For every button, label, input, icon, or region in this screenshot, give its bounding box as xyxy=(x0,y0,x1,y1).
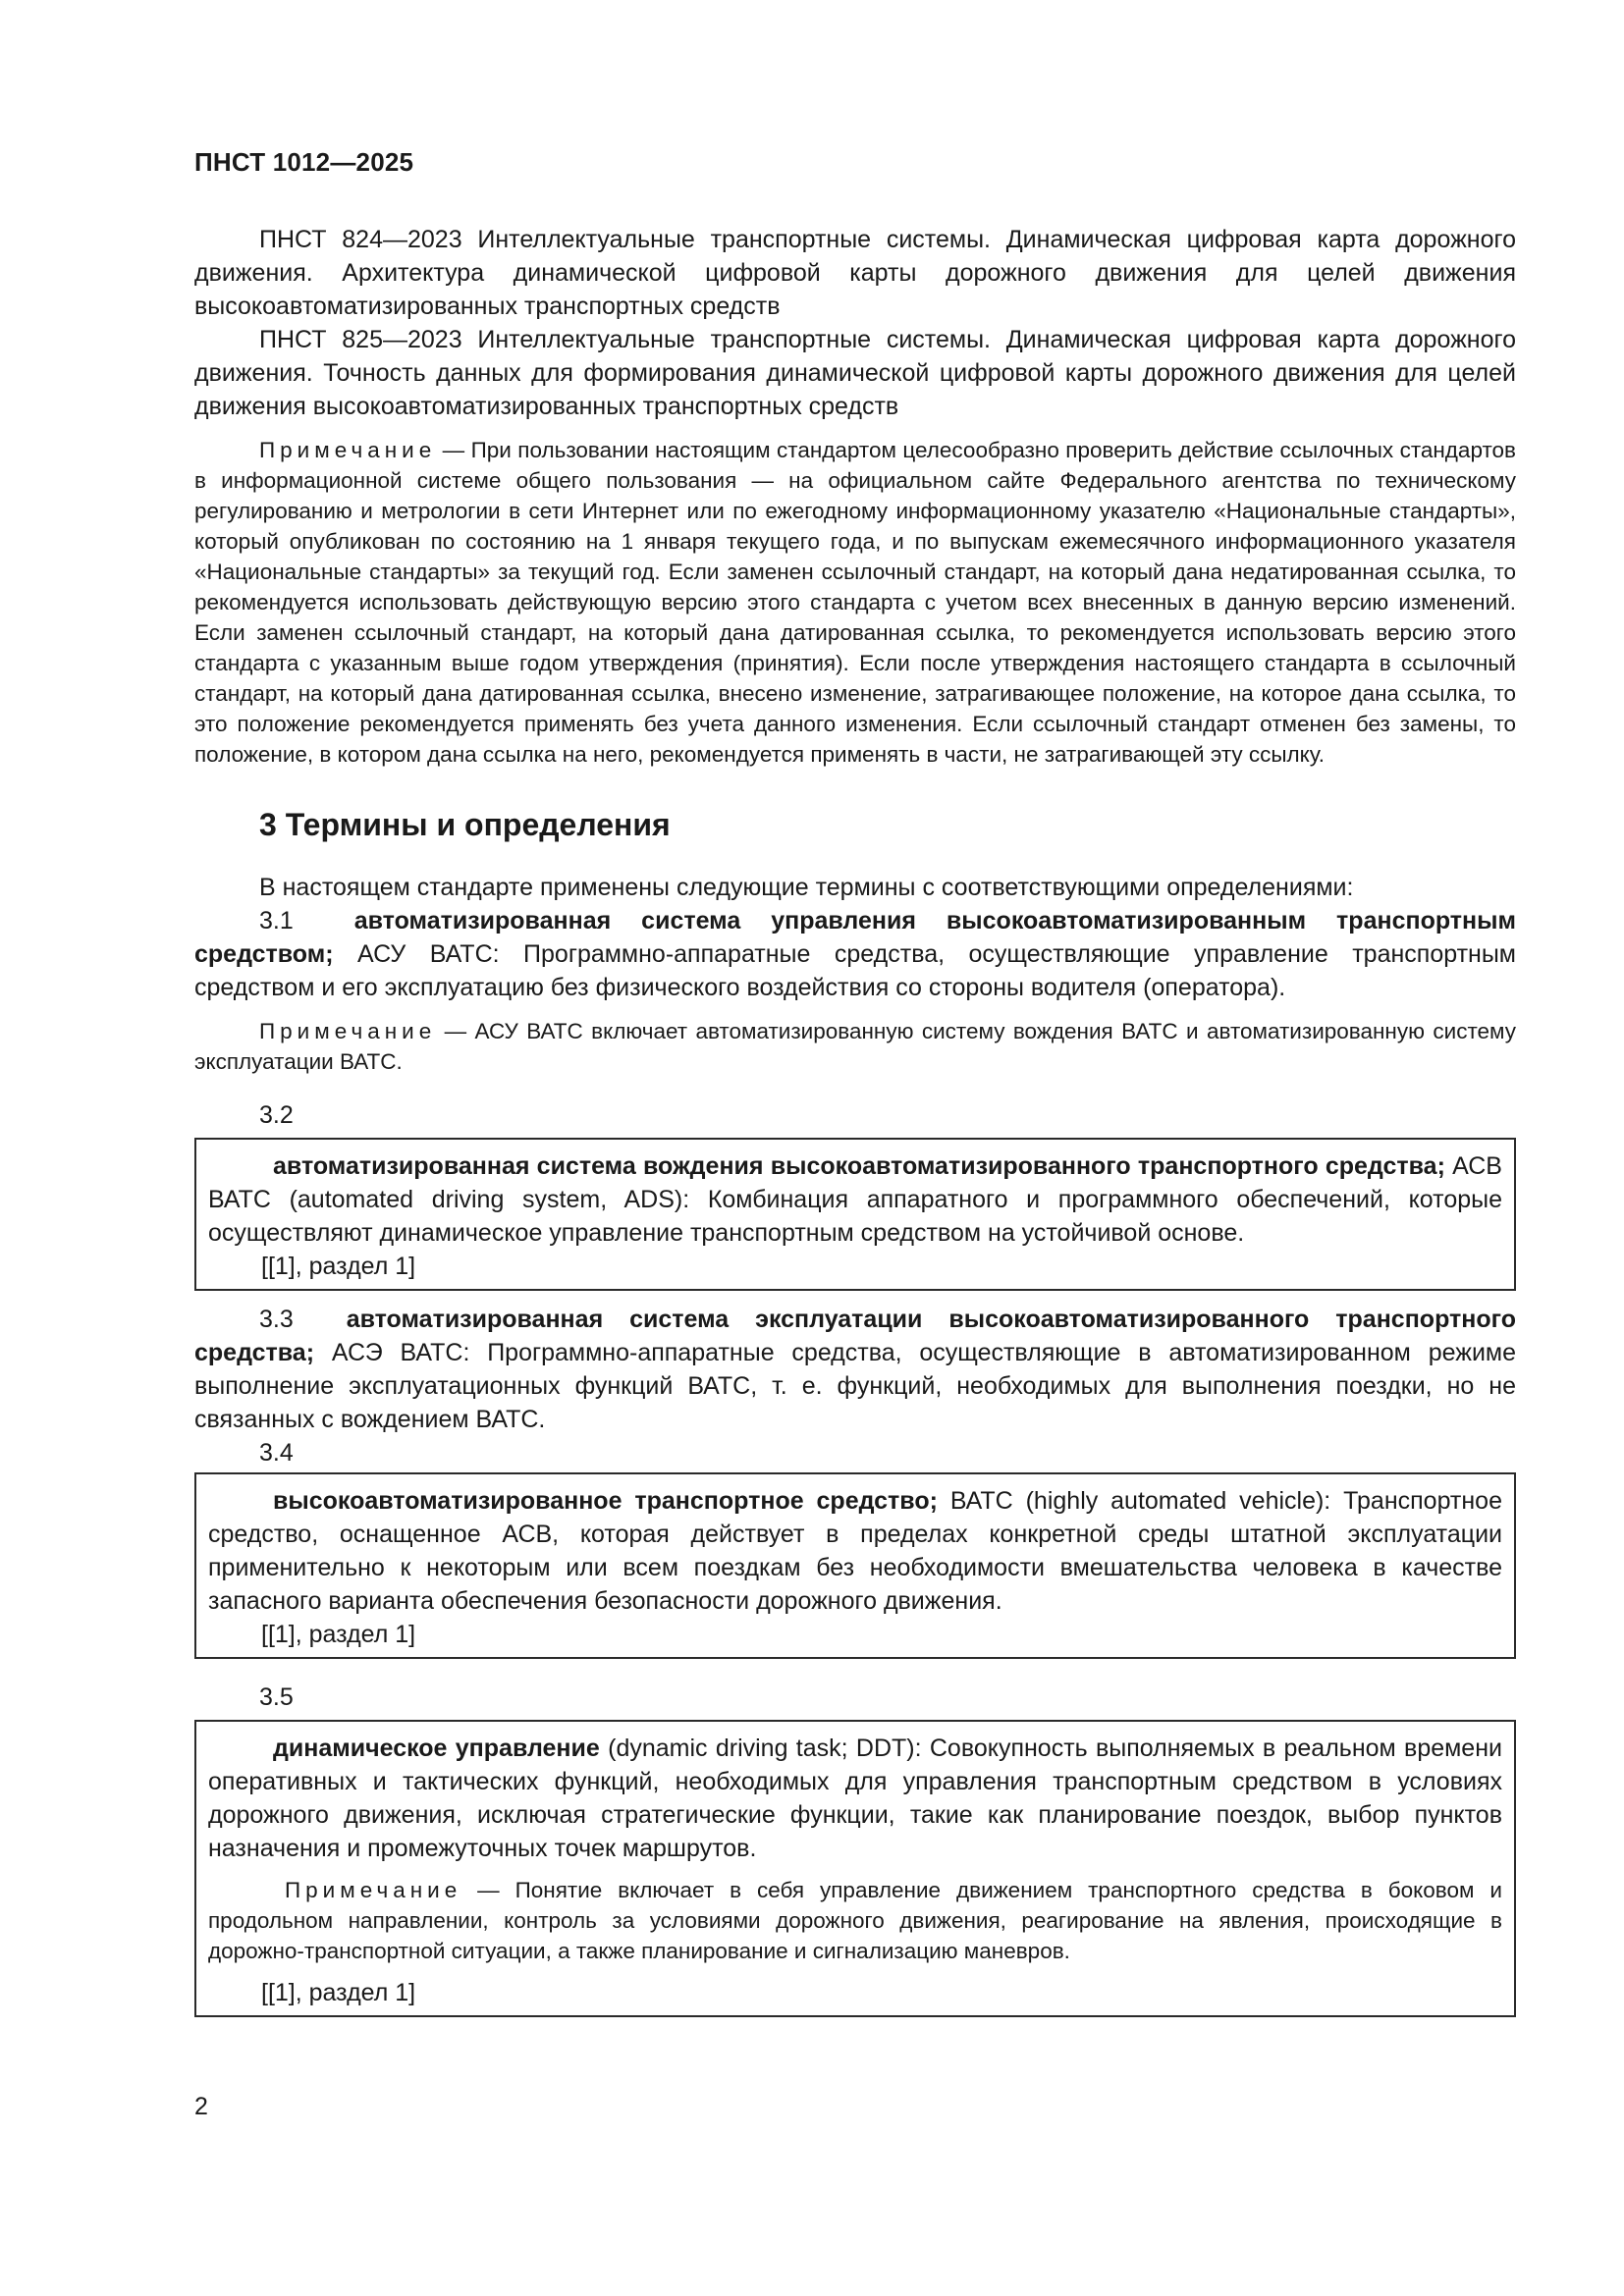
term-3-1 xyxy=(194,904,1516,1004)
term-number-3-5: 3.5 xyxy=(259,1683,294,1711)
term-name: автоматизированная система эксплуатации высокоавтоматизированного транспортного средства; xyxy=(194,1306,1516,1366)
normative-reference-825: ПНСТ 825—2023 Интеллектуальные транспортные системы. Динамическая цифровая карта дорожного движения. Точность данных для формирования динамической цифровой карты дорожного движения для целей движения высокоавтоматизированных транспортных средств xyxy=(194,326,1516,420)
term-box-3-5 xyxy=(194,1720,1516,2017)
term-source: [[1], раздел 1] xyxy=(261,1621,416,1648)
term-3-5-note xyxy=(208,1875,1502,1966)
term-definition: АСУ ВАТС: Программно-аппаратные средства, осуществляющие управление транспортным средством и его эксплуатацию без физического воздействия со стороны водителя (оператора). xyxy=(194,940,1516,1001)
term-3-1-note xyxy=(194,1016,1516,1077)
term-definition: (dynamic driving task; DDT): Совокупность выполняемых в реальном времени оперативных и тактических функций, необходимых для управления транспортным средством в условиях дорожного движения, исключая стратегические функции, такие как планирование поездок, выбор пунктов назначения и промежуточных точек маршрутов. xyxy=(208,1735,1502,1862)
note-text: — АСУ ВАТС включает автоматизированную систему вождения ВАТС и автоматизированную систему эксплуатации ВАТС. xyxy=(194,1019,1516,1074)
term-number: 3.3 xyxy=(259,1306,294,1333)
document-id: ПНСТ 1012—2025 xyxy=(194,147,414,177)
term-name: автоматизированная система управления высокоавтоматизированным транспортным средством; xyxy=(194,907,1516,968)
term-source: [[1], раздел 1] xyxy=(261,1253,416,1280)
term-source: [[1], раздел 1] xyxy=(261,1979,416,2006)
reference-note-text: — При пользовании настоящим стандартом целесообразно проверить действие ссылочных стандартов в информационной системе общего пользования — на официальном сайте Федерального агентства по техническому регулированию и метрологии в сети Интернет или по ежегодному информационному указателю «Национальные стандарты», который опубликован по состоянию на 1 января текущего года, и по выпускам ежемесячного информационного указателя «Национальные стандарты» за текущий год. Если заменен ссылочный стандарт, на который дана недатированная ссылка, то рекомендуется использовать действующую версию этого стандарта с учетом всех внесенных в данную версию изменений. Если заменен ссылочный стандарт, на который дана датированная ссылка, то рекомендуется использовать версию этого стандарта с указанным выше годом утверждения (принятия). Если после утверждения настоящего стандарта в ссылочный стандарт, на который дана датированная ссылка, внесено изменение, затрагивающее положение, на которое дана ссылка, то это положение рекомендуется применять без учета данного изменения. Если ссылочный стандарт отменен без замены, то положение, в котором дана ссылка на него, рекомендуется применять в части, не затрагивающей эту ссылку. xyxy=(194,438,1516,767)
note-label: Примечание xyxy=(259,1019,437,1043)
term-name: автоматизированная система вождения высокоавтоматизированного транспортного средства; xyxy=(273,1152,1445,1180)
term-name: высокоавтоматизированное транспортное средство; xyxy=(273,1487,938,1515)
term-name: динамическое управление xyxy=(273,1735,600,1762)
note-label: Примечание xyxy=(285,1878,462,1902)
term-box-3-2 xyxy=(194,1138,1516,1291)
note-label: Примечание xyxy=(259,438,437,462)
term-number-3-2: 3.2 xyxy=(259,1101,294,1129)
term-3-4 xyxy=(208,1484,1502,1618)
reference-note xyxy=(194,435,1516,770)
term-3-5 xyxy=(208,1732,1502,1865)
term-number-3-4: 3.4 xyxy=(259,1439,294,1467)
section-title: 3 Термины и определения xyxy=(259,807,671,842)
page-number: 2 xyxy=(194,2093,208,2120)
section-intro: В настоящем стандарте применены следующие термины с соответствующими определениями: xyxy=(259,874,1354,901)
term-definition: АСЭ ВАТС: Программно-аппаратные средства, осуществляющие в автоматизированном режиме выполнение эксплуатационных функций ВАТС, т. е. функций, необходимых для выполнения поездки, но не связанных с вождением ВАТС. xyxy=(194,1339,1516,1433)
document-page xyxy=(194,147,1516,2017)
term-number: 3.1 xyxy=(259,907,294,934)
term-definition: АСВ ВАТС (automated driving system, ADS): Комбинация аппаратного и программного обеспечений, которые осуществляют динамическое управление транспортным средством на устойчивой основе. xyxy=(208,1152,1502,1247)
note-text: — Понятие включает в себя управление движением транспортного средства в боковом и продольном направлении, контроль за условиями дорожного движения, реагирование на явления, происходящие в дорожно-транспортной ситуации, а также планирование и сигнализацию маневров. xyxy=(208,1878,1502,1963)
term-3-3 xyxy=(194,1303,1516,1436)
term-3-2 xyxy=(208,1149,1502,1250)
normative-reference-824: ПНСТ 824—2023 Интеллектуальные транспортные системы. Динамическая цифровая карта дорожного движения. Архитектура динамической цифровой карты дорожного движения для целей движения высокоавтоматизированных транспортных средств xyxy=(194,226,1516,320)
term-box-3-4 xyxy=(194,1472,1516,1659)
term-definition: ВАТС (highly automated vehicle): Транспортное средство, оснащенное АСВ, которая действует в пределах конкретной среды штатной эксплуатации применительно к некоторым или всем поездкам без необходимости вмешательства человека в качестве запасного варианта обеспечения безопасности дорожного движения. xyxy=(208,1487,1502,1615)
